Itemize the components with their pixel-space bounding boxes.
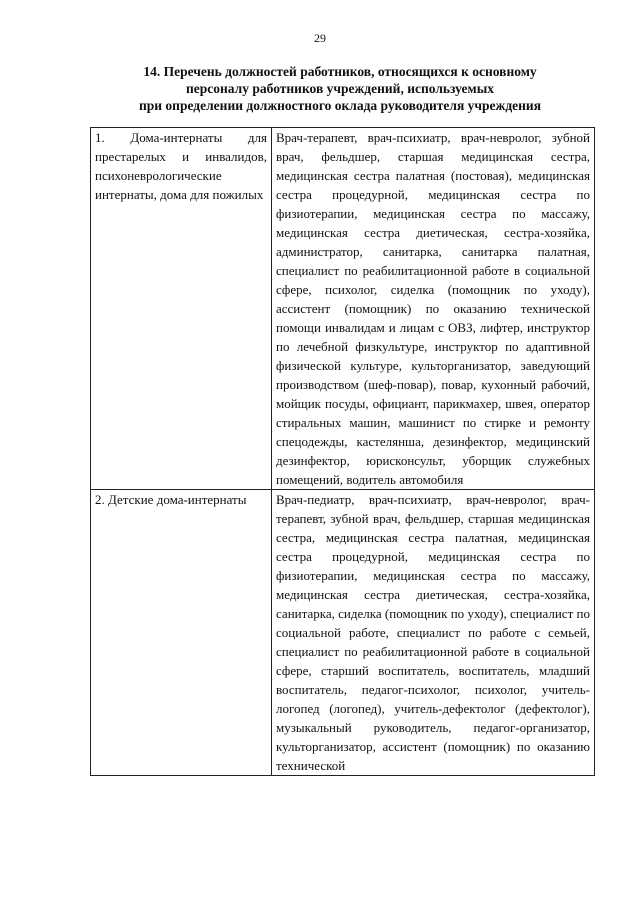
positions-cell: Врач-педиатр, врач-психиатр, врач-невролог, врач-терапевт, зубной врач, фельдшер, старшая медицинская сестра, медицинская сестра палатная, медицинская сестра процедурной, медицинская сестра по физиотерапии, медицинская сестра по массажу, медицинская сестра диетическая, сестра-хозяйка, санитарка, сиделка (помощник по уходу), специалист по социальной работе, специалист по работе с семьей, специалист по реабилитационной работе в социальной сфере, старший воспитатель, воспитатель, младший воспитатель, педагог-психолог, психолог, учитель-логопед (логопед), учитель-дефектолог (дефектолог), музыкальный руководитель, педагог-организатор, культорганизатор, ассистент (помощник) по оказанию технической	[272, 490, 595, 776]
positions-table	[90, 127, 595, 776]
positions-cell: Врач-терапевт, врач-психиатр, врач-невролог, зубной врач, фельдшер, старшая медицинская сестра, медицинская сестра палатная (постовая), медицинская сестра процедурной, медицинская сестра по физиотерапии, медицинская сестра по массажу, медицинская сестра диетическая, сестра-хозяйка, администратор, санитарка, санитарка палатная, специалист по реабилитационной работе в социальной сфере, психолог, сиделка (помощник по уходу), ассистент (помощник) по оказанию технической помощи инвалидам и лицам с ОВЗ, лифтер, инструктор по лечебной физкультуре, инструктор по адаптивной физической культуре, культорганизатор, заведующий производством (шеф-повар), повар, кухонный рабочий, мойщик посуды, официант, парикмахер, швея, оператор стиральных машин, машинист по стирке и ремонту спецодежды, кастелянша, дезинфектор, медицинский дезинфектор, юрисконсульт, уборщик служебных помещений, водитель автомобиля	[272, 128, 595, 490]
institution-cell: 1. Дома-интернаты для престарелых и инвалидов, психоневрологические интернаты, дома для пожилых	[91, 128, 272, 490]
title-line-1: 14. Перечень должностей работников, относящихся к основному	[143, 64, 537, 79]
title-line-2: персоналу работников учреждений, используемых	[186, 81, 494, 96]
title-line-3: при определении должностного оклада руководителя учреждения	[138, 98, 542, 113]
page-number: 29	[314, 31, 326, 45]
table-row	[91, 128, 595, 490]
table-row	[91, 490, 595, 776]
institution-cell: 2. Детские дома-интернаты	[91, 490, 272, 776]
page-title	[70, 63, 610, 114]
